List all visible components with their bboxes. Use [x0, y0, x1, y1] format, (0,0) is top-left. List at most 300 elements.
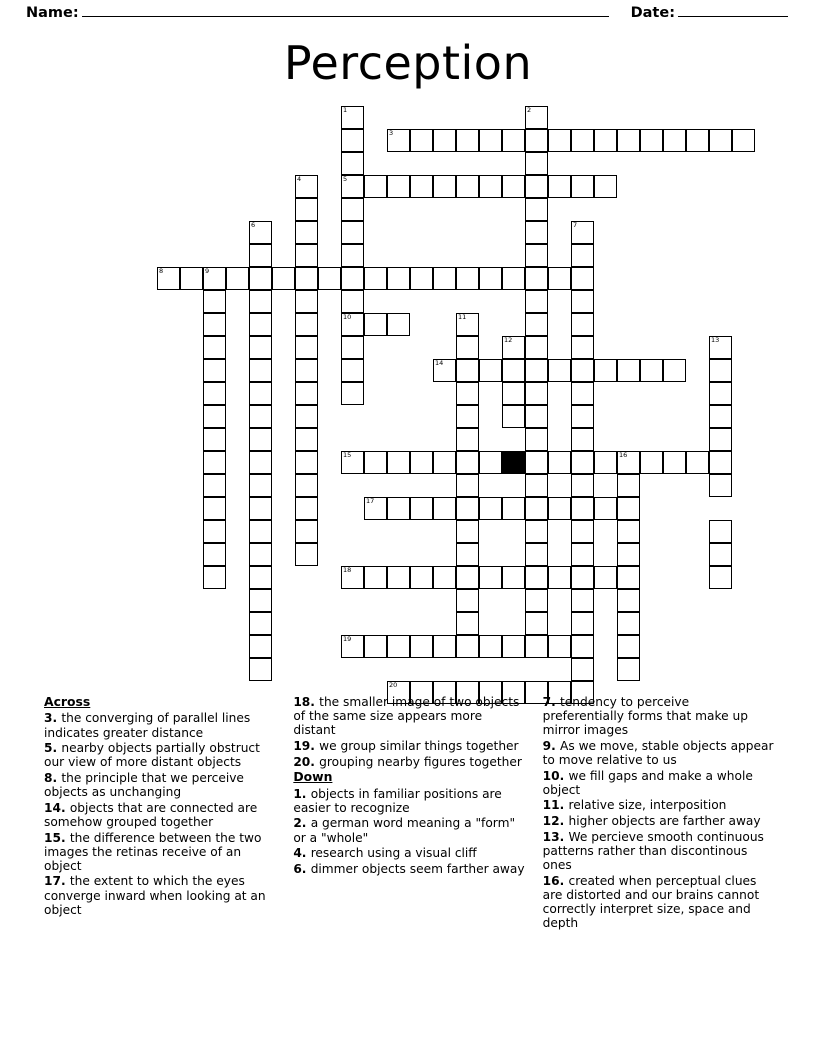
grid-cell[interactable] — [617, 474, 640, 497]
clue-column-1 — [44, 695, 275, 985]
grid-cell[interactable] — [525, 474, 548, 497]
grid-cell[interactable] — [525, 175, 548, 198]
name-input-line[interactable] — [82, 4, 609, 17]
grid-cell[interactable] — [249, 612, 272, 635]
date-input-line[interactable] — [678, 4, 788, 17]
grid-cell[interactable] — [387, 451, 410, 474]
down-clue — [543, 814, 774, 828]
grid-cell[interactable] — [433, 497, 456, 520]
grid-cell[interactable] — [709, 359, 732, 382]
grid-cell[interactable] — [594, 129, 617, 152]
grid-cell[interactable] — [410, 451, 433, 474]
down-clue — [293, 787, 524, 815]
grid-cell[interactable] — [456, 497, 479, 520]
grid-cell[interactable] — [548, 497, 571, 520]
grid-cell[interactable] — [548, 129, 571, 152]
grid-cell[interactable] — [410, 129, 433, 152]
grid-cell-number: 17 — [366, 497, 375, 505]
grid-cell-number: 10 — [343, 313, 352, 321]
grid-cell[interactable] — [502, 129, 525, 152]
clue-number: 15. — [44, 830, 70, 845]
grid-cell[interactable] — [525, 221, 548, 244]
grid-cell[interactable] — [249, 428, 272, 451]
grid-cell[interactable] — [295, 497, 318, 520]
grid-cell[interactable] — [709, 474, 732, 497]
clue-number: 6. — [293, 861, 311, 876]
grid-cell[interactable] — [525, 589, 548, 612]
grid-cell-number: 16 — [619, 451, 628, 459]
grid-cell[interactable] — [364, 313, 387, 336]
grid-cell[interactable] — [502, 635, 525, 658]
grid-cell[interactable] — [341, 152, 364, 175]
grid-cell[interactable] — [410, 497, 433, 520]
grid-cell[interactable] — [249, 359, 272, 382]
grid-cell[interactable] — [387, 175, 410, 198]
grid-cell[interactable] — [525, 359, 548, 382]
across-clue — [44, 771, 275, 799]
grid-cell[interactable] — [387, 129, 410, 152]
grid-cell[interactable] — [203, 382, 226, 405]
grid-cell[interactable] — [571, 244, 594, 267]
grid-cell[interactable] — [249, 267, 272, 290]
across-clue — [44, 741, 275, 769]
grid-cell[interactable] — [617, 451, 640, 474]
grid-cell[interactable] — [525, 290, 548, 313]
grid-cell[interactable] — [364, 267, 387, 290]
grid-cell[interactable] — [341, 106, 364, 129]
grid-cell[interactable] — [571, 405, 594, 428]
grid-cell[interactable] — [295, 267, 318, 290]
grid-cell[interactable] — [571, 175, 594, 198]
across-clue — [293, 755, 524, 769]
grid-cell[interactable] — [203, 336, 226, 359]
clue-text: objects in familiar positions are easier to recognize — [293, 786, 502, 815]
clue-number: 19. — [293, 738, 320, 753]
clue-text: the principle that we perceive objects as unchanging — [44, 770, 244, 800]
grid-cell[interactable] — [249, 635, 272, 658]
grid-cell[interactable] — [456, 313, 479, 336]
clue-number: 17. — [44, 874, 70, 889]
grid-cell[interactable] — [525, 244, 548, 267]
grid-cell[interactable] — [663, 359, 686, 382]
grid-cell[interactable] — [709, 428, 732, 451]
clue-number: 5. — [44, 741, 62, 756]
grid-cell[interactable] — [295, 520, 318, 543]
grid-cell[interactable] — [203, 267, 226, 290]
grid-cell[interactable] — [364, 566, 387, 589]
grid-cell[interactable] — [548, 451, 571, 474]
grid-cell[interactable] — [502, 359, 525, 382]
grid-cell[interactable] — [571, 290, 594, 313]
grid-cell[interactable] — [525, 267, 548, 290]
grid-cell[interactable] — [548, 566, 571, 589]
grid-cell[interactable] — [617, 612, 640, 635]
grid-cell[interactable] — [525, 566, 548, 589]
grid-cell[interactable] — [249, 474, 272, 497]
grid-cell[interactable] — [456, 405, 479, 428]
grid-cell[interactable] — [364, 451, 387, 474]
grid-cell[interactable] — [295, 313, 318, 336]
clue-text: we group similar things together — [319, 738, 519, 753]
grid-cell[interactable] — [525, 198, 548, 221]
grid-cell[interactable] — [502, 566, 525, 589]
grid-cell[interactable] — [663, 451, 686, 474]
grid-cell[interactable] — [364, 635, 387, 658]
grid-cell[interactable] — [203, 520, 226, 543]
grid-cell[interactable] — [318, 267, 341, 290]
grid-cell[interactable] — [456, 474, 479, 497]
grid-cell[interactable] — [249, 497, 272, 520]
across-heading: Across — [44, 694, 91, 709]
clue-text: relative size, interposition — [568, 798, 727, 813]
grid-cell[interactable] — [525, 313, 548, 336]
grid-cell[interactable] — [525, 405, 548, 428]
grid-cell[interactable] — [479, 175, 502, 198]
grid-cell[interactable] — [341, 336, 364, 359]
crossword-grid-container — [0, 106, 816, 689]
grid-cell-number: 8 — [159, 267, 164, 275]
grid-cell[interactable] — [249, 589, 272, 612]
clue-number: 9. — [542, 738, 561, 753]
grid-cell[interactable] — [617, 589, 640, 612]
clue-number: 2. — [293, 816, 311, 831]
grid-cell[interactable] — [364, 175, 387, 198]
grid-cell[interactable] — [479, 451, 502, 474]
grid-cell[interactable] — [387, 267, 410, 290]
grid-cell[interactable] — [203, 474, 226, 497]
grid-cell[interactable] — [571, 658, 594, 681]
grid-cell[interactable] — [571, 451, 594, 474]
grid-cell[interactable] — [525, 152, 548, 175]
grid-cell[interactable] — [479, 359, 502, 382]
grid-cell[interactable] — [341, 382, 364, 405]
grid-cell[interactable] — [203, 428, 226, 451]
clue-number: 4. — [293, 846, 311, 861]
grid-cell[interactable] — [594, 497, 617, 520]
clue-text: research using a visual cliff — [310, 846, 477, 861]
grid-cell[interactable] — [548, 267, 571, 290]
grid-cell[interactable] — [249, 520, 272, 543]
grid-cell[interactable] — [203, 497, 226, 520]
grid-cell[interactable] — [617, 359, 640, 382]
grid-cell[interactable] — [571, 497, 594, 520]
grid-cell[interactable] — [571, 267, 594, 290]
grid-cell[interactable] — [456, 520, 479, 543]
grid-cell-blocked — [502, 451, 525, 474]
grid-cell[interactable] — [479, 129, 502, 152]
grid-cell[interactable] — [295, 428, 318, 451]
grid-cell[interactable] — [709, 405, 732, 428]
grid-cell[interactable] — [502, 336, 525, 359]
grid-cell[interactable] — [295, 405, 318, 428]
clue-text: we fill gaps and make a whole object — [542, 768, 753, 797]
grid-cell[interactable] — [387, 313, 410, 336]
grid-cell[interactable] — [571, 566, 594, 589]
grid-cell[interactable] — [617, 520, 640, 543]
grid-cell[interactable] — [479, 497, 502, 520]
grid-cell-number: 4 — [297, 175, 302, 183]
grid-cell[interactable] — [456, 451, 479, 474]
grid-cell[interactable] — [571, 336, 594, 359]
grid-cell[interactable] — [341, 129, 364, 152]
down-clue — [293, 862, 524, 876]
grid-cell[interactable] — [249, 566, 272, 589]
grid-cell[interactable] — [571, 635, 594, 658]
grid-cell[interactable] — [571, 612, 594, 635]
grid-cell[interactable] — [364, 497, 387, 520]
grid-cell-number: 20 — [389, 681, 398, 689]
grid-cell[interactable] — [571, 543, 594, 566]
grid-cell[interactable] — [203, 566, 226, 589]
grid-cell[interactable] — [571, 474, 594, 497]
grid-cell[interactable] — [686, 129, 709, 152]
grid-cell[interactable] — [295, 336, 318, 359]
clue-number: 11. — [542, 798, 569, 813]
grid-cell[interactable] — [617, 543, 640, 566]
clue-number: 8. — [44, 770, 62, 785]
grid-cell[interactable] — [295, 359, 318, 382]
grid-cell[interactable] — [479, 635, 502, 658]
grid-cell[interactable] — [525, 382, 548, 405]
grid-cell[interactable] — [709, 566, 732, 589]
clue-text: objects that are connected are somehow grouped together — [44, 800, 258, 829]
clue-text: grouping nearby figures together — [319, 754, 522, 769]
grid-cell[interactable] — [157, 267, 180, 290]
grid-cell[interactable] — [341, 290, 364, 313]
grid-cell[interactable] — [203, 451, 226, 474]
grid-cell[interactable] — [525, 635, 548, 658]
grid-cell[interactable] — [433, 175, 456, 198]
grid-cell[interactable] — [180, 267, 203, 290]
grid-cell[interactable] — [410, 267, 433, 290]
grid-cell[interactable] — [203, 290, 226, 313]
grid-cell[interactable] — [203, 359, 226, 382]
clue-number: 13. — [542, 829, 569, 844]
grid-cell[interactable] — [709, 543, 732, 566]
grid-cell-number: 5 — [343, 175, 348, 183]
across-clue — [44, 874, 275, 916]
across-clue — [293, 695, 524, 737]
grid-cell[interactable] — [341, 566, 364, 589]
grid-cell[interactable] — [433, 566, 456, 589]
grid-cell[interactable] — [226, 267, 249, 290]
grid-cell[interactable] — [502, 382, 525, 405]
grid-cell[interactable] — [203, 405, 226, 428]
grid-cell[interactable] — [341, 313, 364, 336]
clue-number: 14. — [44, 800, 70, 815]
clue-text: the extent to which the eyes converge inward when looking at an object — [44, 874, 266, 917]
grid-cell[interactable] — [295, 244, 318, 267]
grid-cell[interactable] — [272, 267, 295, 290]
grid-cell[interactable] — [709, 336, 732, 359]
down-clue — [543, 830, 774, 872]
clue-text: higher objects are farther away — [568, 814, 761, 829]
grid-cell[interactable] — [525, 543, 548, 566]
grid-cell[interactable] — [203, 543, 226, 566]
down-clue — [543, 798, 774, 812]
grid-cell[interactable] — [571, 520, 594, 543]
clue-number: 16. — [542, 873, 569, 888]
grid-cell[interactable] — [341, 244, 364, 267]
grid-cell-number: 19 — [343, 635, 352, 643]
grid-cell[interactable] — [456, 129, 479, 152]
grid-cell[interactable] — [295, 451, 318, 474]
across-clue — [44, 711, 275, 739]
grid-cell[interactable] — [709, 382, 732, 405]
grid-cell[interactable] — [686, 451, 709, 474]
grid-cell[interactable] — [341, 359, 364, 382]
clue-column-3 — [543, 695, 774, 985]
grid-cell[interactable] — [433, 451, 456, 474]
grid-cell[interactable] — [663, 129, 686, 152]
grid-cell[interactable] — [571, 589, 594, 612]
grid-cell[interactable] — [341, 175, 364, 198]
grid-cell[interactable] — [709, 451, 732, 474]
grid-cell[interactable] — [502, 175, 525, 198]
grid-cell[interactable] — [571, 428, 594, 451]
grid-cell[interactable] — [525, 106, 548, 129]
down-clue — [293, 816, 524, 844]
grid-cell[interactable] — [249, 658, 272, 681]
grid-cell[interactable] — [571, 221, 594, 244]
grid-cell[interactable] — [410, 175, 433, 198]
grid-cell[interactable] — [594, 175, 617, 198]
grid-cell[interactable] — [571, 129, 594, 152]
clue-number: 10. — [542, 768, 569, 783]
grid-cell[interactable] — [548, 175, 571, 198]
grid-cell[interactable] — [433, 267, 456, 290]
grid-cell[interactable] — [295, 474, 318, 497]
grid-cell[interactable] — [410, 635, 433, 658]
grid-cell[interactable] — [295, 290, 318, 313]
crossword-grid[interactable] — [58, 106, 758, 689]
grid-cell[interactable] — [617, 566, 640, 589]
grid-cell-number: 2 — [527, 106, 532, 114]
grid-cell[interactable] — [456, 589, 479, 612]
grid-cell[interactable] — [525, 129, 548, 152]
grid-cell[interactable] — [387, 566, 410, 589]
grid-cell[interactable] — [203, 313, 226, 336]
grid-cell[interactable] — [249, 543, 272, 566]
grid-cell[interactable] — [249, 244, 272, 267]
grid-cell[interactable] — [594, 566, 617, 589]
grid-cell[interactable] — [249, 405, 272, 428]
clue-text: created when perceptual clues are distorted and our brains cannot correctly interpret size, space and depth — [542, 873, 760, 931]
clue-number: 18. — [293, 695, 320, 709]
grid-cell[interactable] — [341, 198, 364, 221]
grid-cell[interactable] — [640, 451, 663, 474]
page-title: Perception — [283, 36, 533, 90]
name-label: Name: — [26, 5, 79, 21]
clue-text: a german word meaning a "form" or a "whole" — [293, 816, 516, 845]
grid-cell[interactable] — [709, 520, 732, 543]
grid-cell[interactable] — [410, 566, 433, 589]
grid-cell[interactable] — [295, 382, 318, 405]
grid-cell[interactable] — [456, 336, 479, 359]
grid-cell[interactable] — [548, 359, 571, 382]
grid-cell[interactable] — [456, 267, 479, 290]
clue-text: the smaller image of two objects of the same size appears more distant — [293, 695, 520, 738]
grid-cell[interactable] — [341, 451, 364, 474]
grid-cell[interactable] — [525, 336, 548, 359]
grid-cell[interactable] — [456, 428, 479, 451]
grid-cell[interactable] — [594, 451, 617, 474]
grid-cell[interactable] — [525, 497, 548, 520]
grid-cell[interactable] — [525, 428, 548, 451]
grid-cell[interactable] — [295, 221, 318, 244]
grid-cell[interactable] — [709, 129, 732, 152]
grid-cell-number: 3 — [389, 129, 394, 137]
clue-text: As we move, stable objects appear to move relative to us — [542, 738, 774, 768]
grid-cell-number: 14 — [435, 359, 444, 367]
grid-cell[interactable] — [249, 313, 272, 336]
grid-cell[interactable] — [571, 359, 594, 382]
grid-cell[interactable] — [502, 405, 525, 428]
grid-cell[interactable] — [617, 658, 640, 681]
grid-cell[interactable] — [295, 175, 318, 198]
grid-cell[interactable] — [617, 497, 640, 520]
clues-section — [44, 695, 774, 985]
grid-cell[interactable] — [732, 129, 755, 152]
grid-cell[interactable] — [341, 221, 364, 244]
grid-cell[interactable] — [456, 175, 479, 198]
grid-cell[interactable] — [525, 520, 548, 543]
grid-cell[interactable] — [548, 635, 571, 658]
clue-text: the converging of parallel lines indicates greater distance — [44, 711, 251, 740]
grid-cell[interactable] — [456, 635, 479, 658]
grid-cell[interactable] — [433, 129, 456, 152]
grid-cell[interactable] — [249, 336, 272, 359]
grid-cell[interactable] — [594, 359, 617, 382]
grid-cell[interactable] — [341, 267, 364, 290]
grid-cell[interactable] — [502, 497, 525, 520]
grid-cell[interactable] — [456, 566, 479, 589]
grid-cell[interactable] — [341, 635, 364, 658]
grid-cell[interactable] — [479, 566, 502, 589]
grid-cell[interactable] — [387, 635, 410, 658]
grid-cell[interactable] — [249, 451, 272, 474]
grid-cell[interactable] — [617, 129, 640, 152]
grid-cell[interactable] — [502, 267, 525, 290]
grid-cell[interactable] — [295, 198, 318, 221]
grid-cell[interactable] — [249, 221, 272, 244]
grid-cell[interactable] — [525, 451, 548, 474]
grid-cell[interactable] — [571, 313, 594, 336]
grid-cell[interactable] — [456, 612, 479, 635]
grid-cell[interactable] — [617, 635, 640, 658]
grid-cell[interactable] — [433, 359, 456, 382]
grid-cell[interactable] — [479, 267, 502, 290]
grid-cell[interactable] — [295, 543, 318, 566]
clue-text: We percieve smooth continuous patterns rather than discontinous ones — [542, 829, 764, 873]
grid-cell[interactable] — [456, 543, 479, 566]
grid-cell[interactable] — [640, 359, 663, 382]
grid-cell[interactable] — [456, 382, 479, 405]
grid-cell-number: 12 — [504, 336, 513, 344]
grid-cell[interactable] — [249, 290, 272, 313]
down-clue — [543, 695, 774, 737]
grid-cell[interactable] — [640, 129, 663, 152]
grid-cell-number: 9 — [205, 267, 210, 275]
name-date-header — [26, 4, 790, 21]
clue-text: tendency to perceive preferentially forms that make up mirror images — [542, 695, 748, 738]
grid-cell[interactable] — [249, 382, 272, 405]
grid-cell[interactable] — [456, 359, 479, 382]
grid-cell[interactable] — [571, 382, 594, 405]
grid-cell[interactable] — [387, 497, 410, 520]
grid-cell[interactable] — [525, 612, 548, 635]
grid-cell[interactable] — [433, 635, 456, 658]
